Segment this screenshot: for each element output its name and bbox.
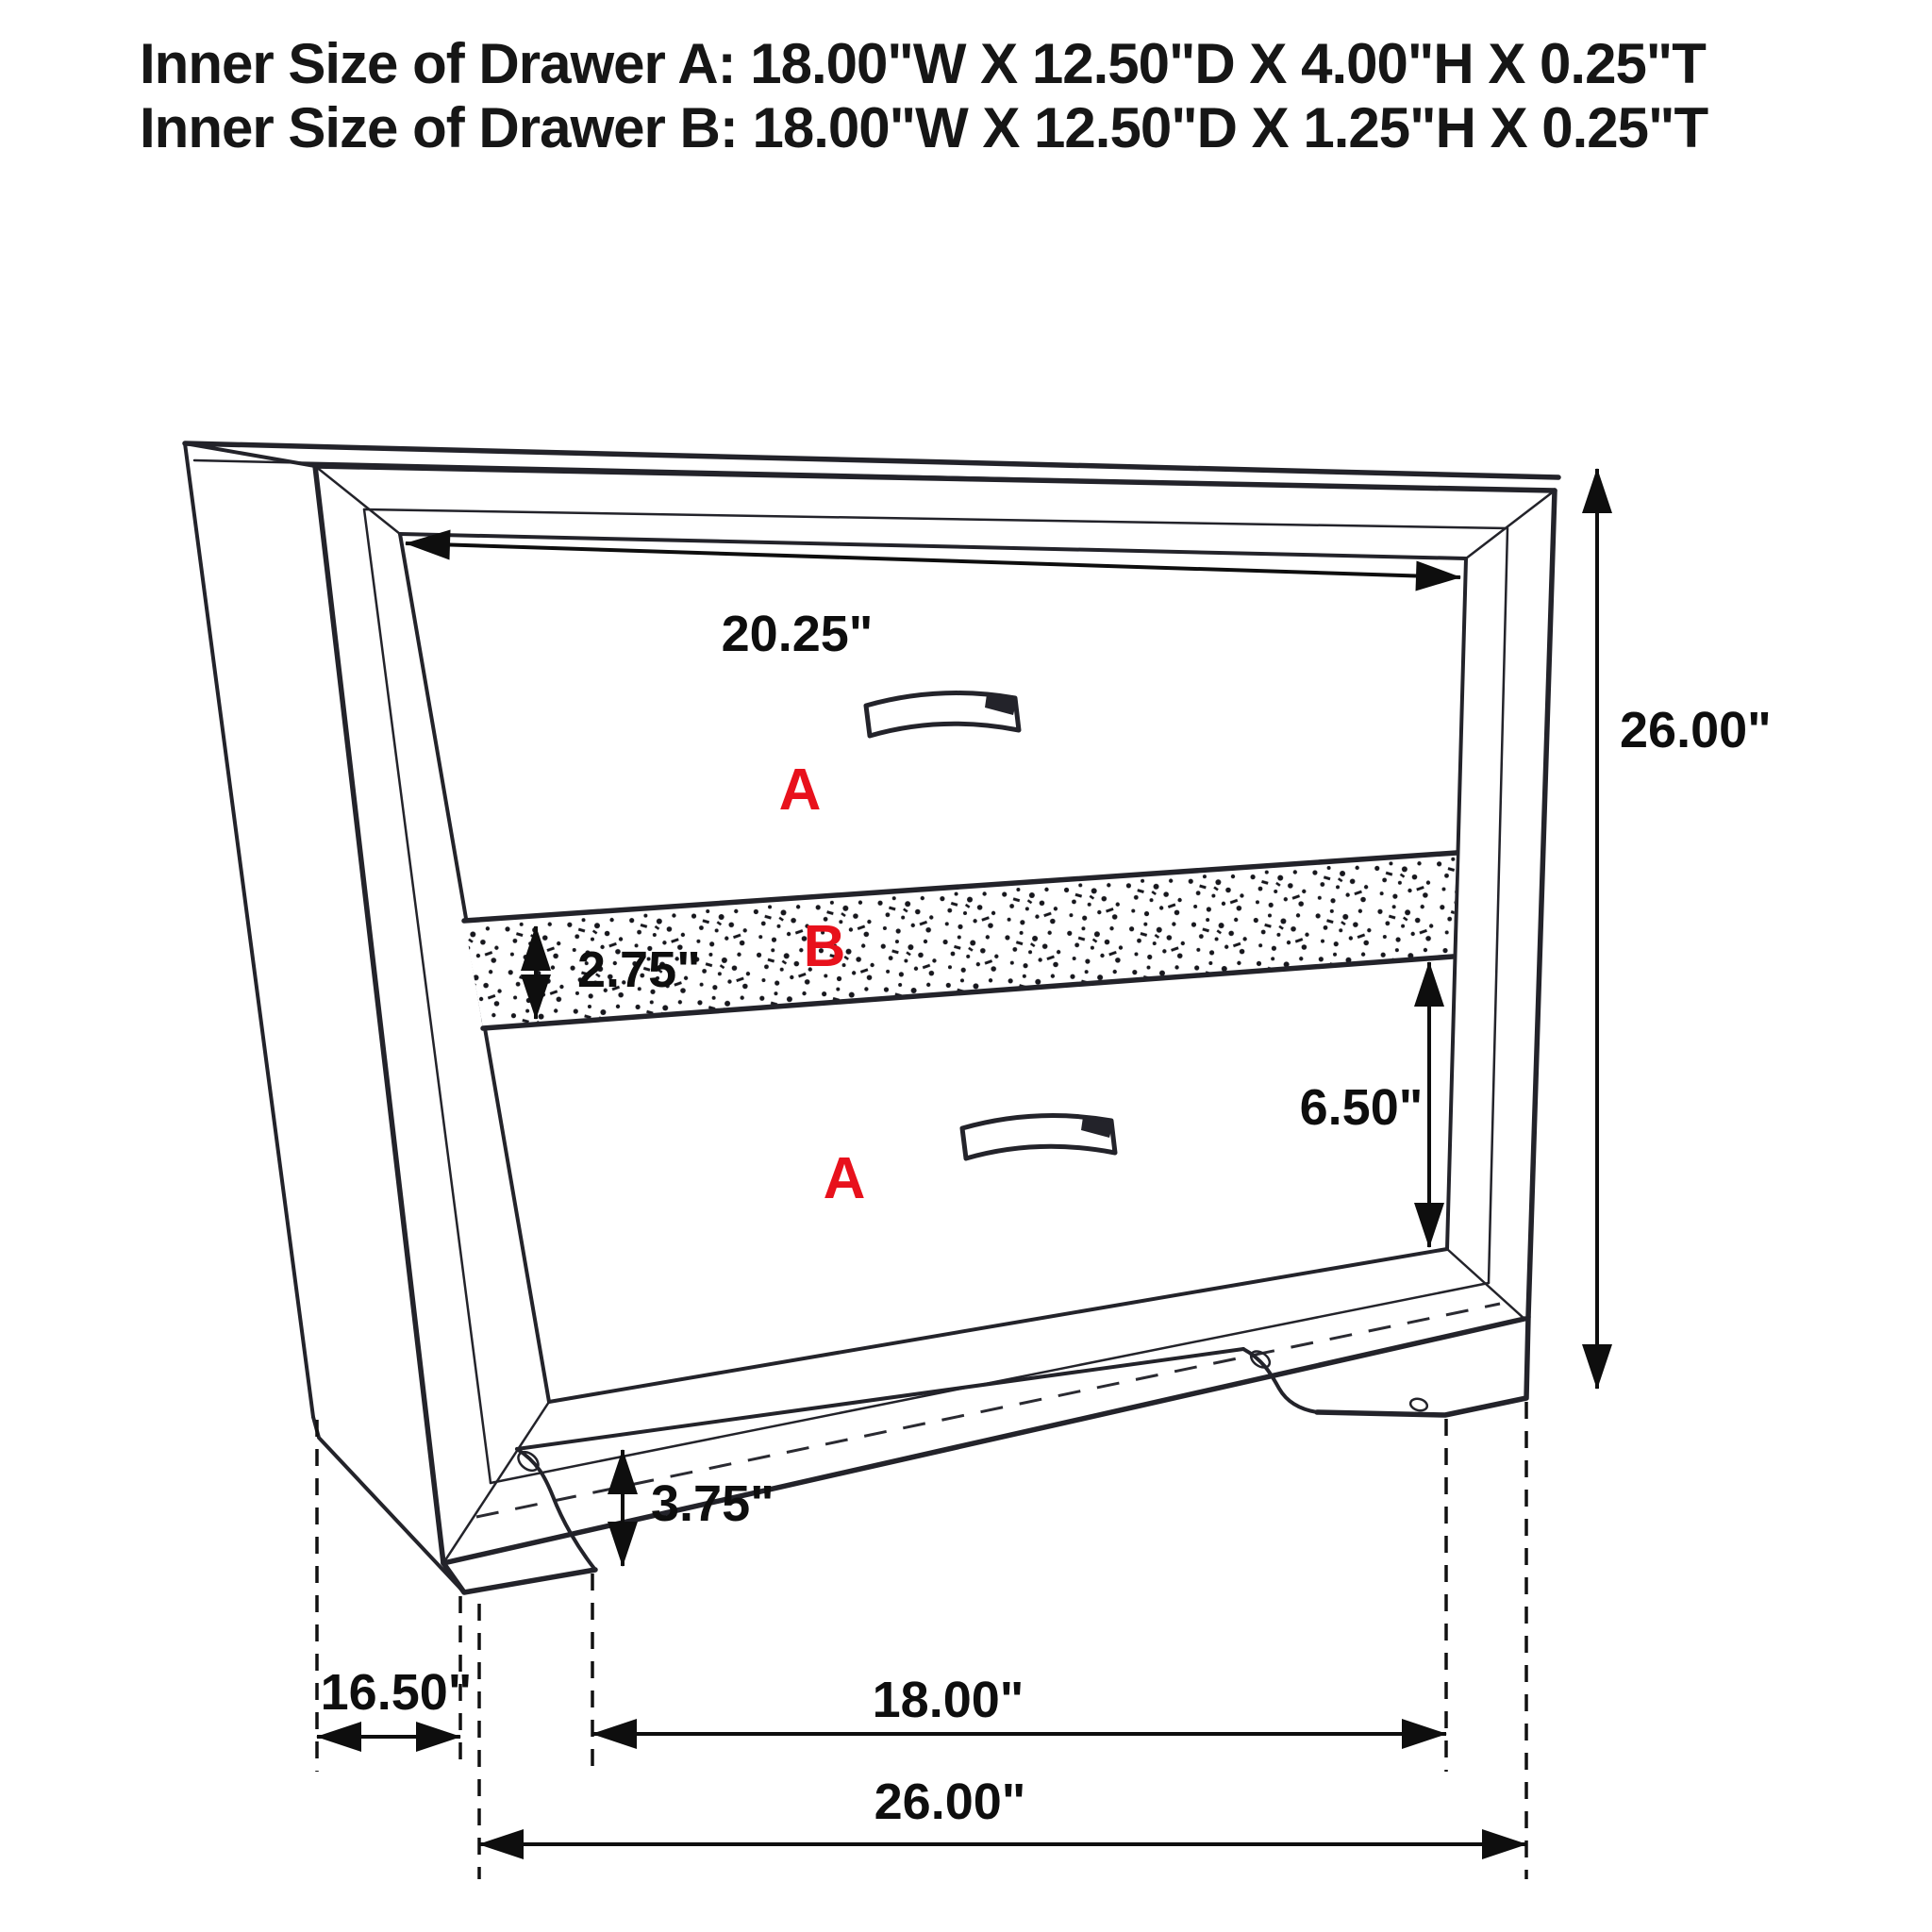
header-line-1: Inner Size of Drawer A: 18.00"W X 12.50"D X 4.00"H X 0.25"T — [140, 32, 1706, 95]
top-drawer-handle — [866, 693, 1019, 736]
side-panel-bottom-cut — [313, 1417, 464, 1592]
right-foot-curl-small — [1409, 1397, 1428, 1412]
label-overall-height: 26.00" — [1620, 702, 1772, 758]
left-foot-curve — [517, 1449, 595, 1570]
sparkle-band — [464, 853, 1457, 1028]
label-middle-drawer-height: 2.75" — [577, 941, 701, 998]
label-side-depth: 16.50" — [320, 1664, 473, 1721]
miter-top-left — [315, 466, 400, 534]
left-foot-bottom — [443, 1563, 595, 1592]
label-middle-drawer-letter: B — [803, 914, 846, 979]
frame-outer-right — [1528, 491, 1555, 1317]
header-line-2: Inner Size of Drawer B: 18.00"W X 12.50"D X 1.25"H X 0.25"T — [140, 96, 1708, 159]
frame-outer-bottom — [443, 1319, 1524, 1563]
side-panel-back-edge — [185, 443, 313, 1417]
cabinet-top-back-edge — [185, 443, 1558, 477]
frame-outer-top — [315, 466, 1555, 491]
dimension-annotations — [317, 469, 1597, 1844]
label-bottom-inner-width: 18.00" — [872, 1672, 1024, 1728]
base-and-feet — [443, 1317, 1528, 1592]
frame-mid-left — [364, 509, 491, 1483]
frame-inner-top — [400, 534, 1466, 558]
label-overall-width: 26.00" — [874, 1774, 1026, 1830]
frame-mid-top — [364, 509, 1507, 528]
dim-arrow-top-inner-width — [406, 543, 1460, 577]
label-top-inner-width: 20.25" — [721, 606, 874, 662]
label-foot-height: 3.75" — [651, 1475, 774, 1532]
miter-bottom-left — [443, 1402, 549, 1563]
label-bottom-drawer-height: 6.50" — [1299, 1079, 1424, 1136]
miter-bottom-right — [1447, 1249, 1524, 1319]
label-top-drawer-letter: A — [778, 758, 822, 823]
miter-top-right — [1466, 491, 1555, 558]
bottom-drawer-handle — [962, 1116, 1115, 1158]
frame-mid-right — [1489, 528, 1507, 1283]
label-bottom-drawer-letter: A — [823, 1146, 866, 1211]
dimension-labels — [321, 606, 1772, 1830]
frame-inner-bottom — [549, 1249, 1447, 1402]
